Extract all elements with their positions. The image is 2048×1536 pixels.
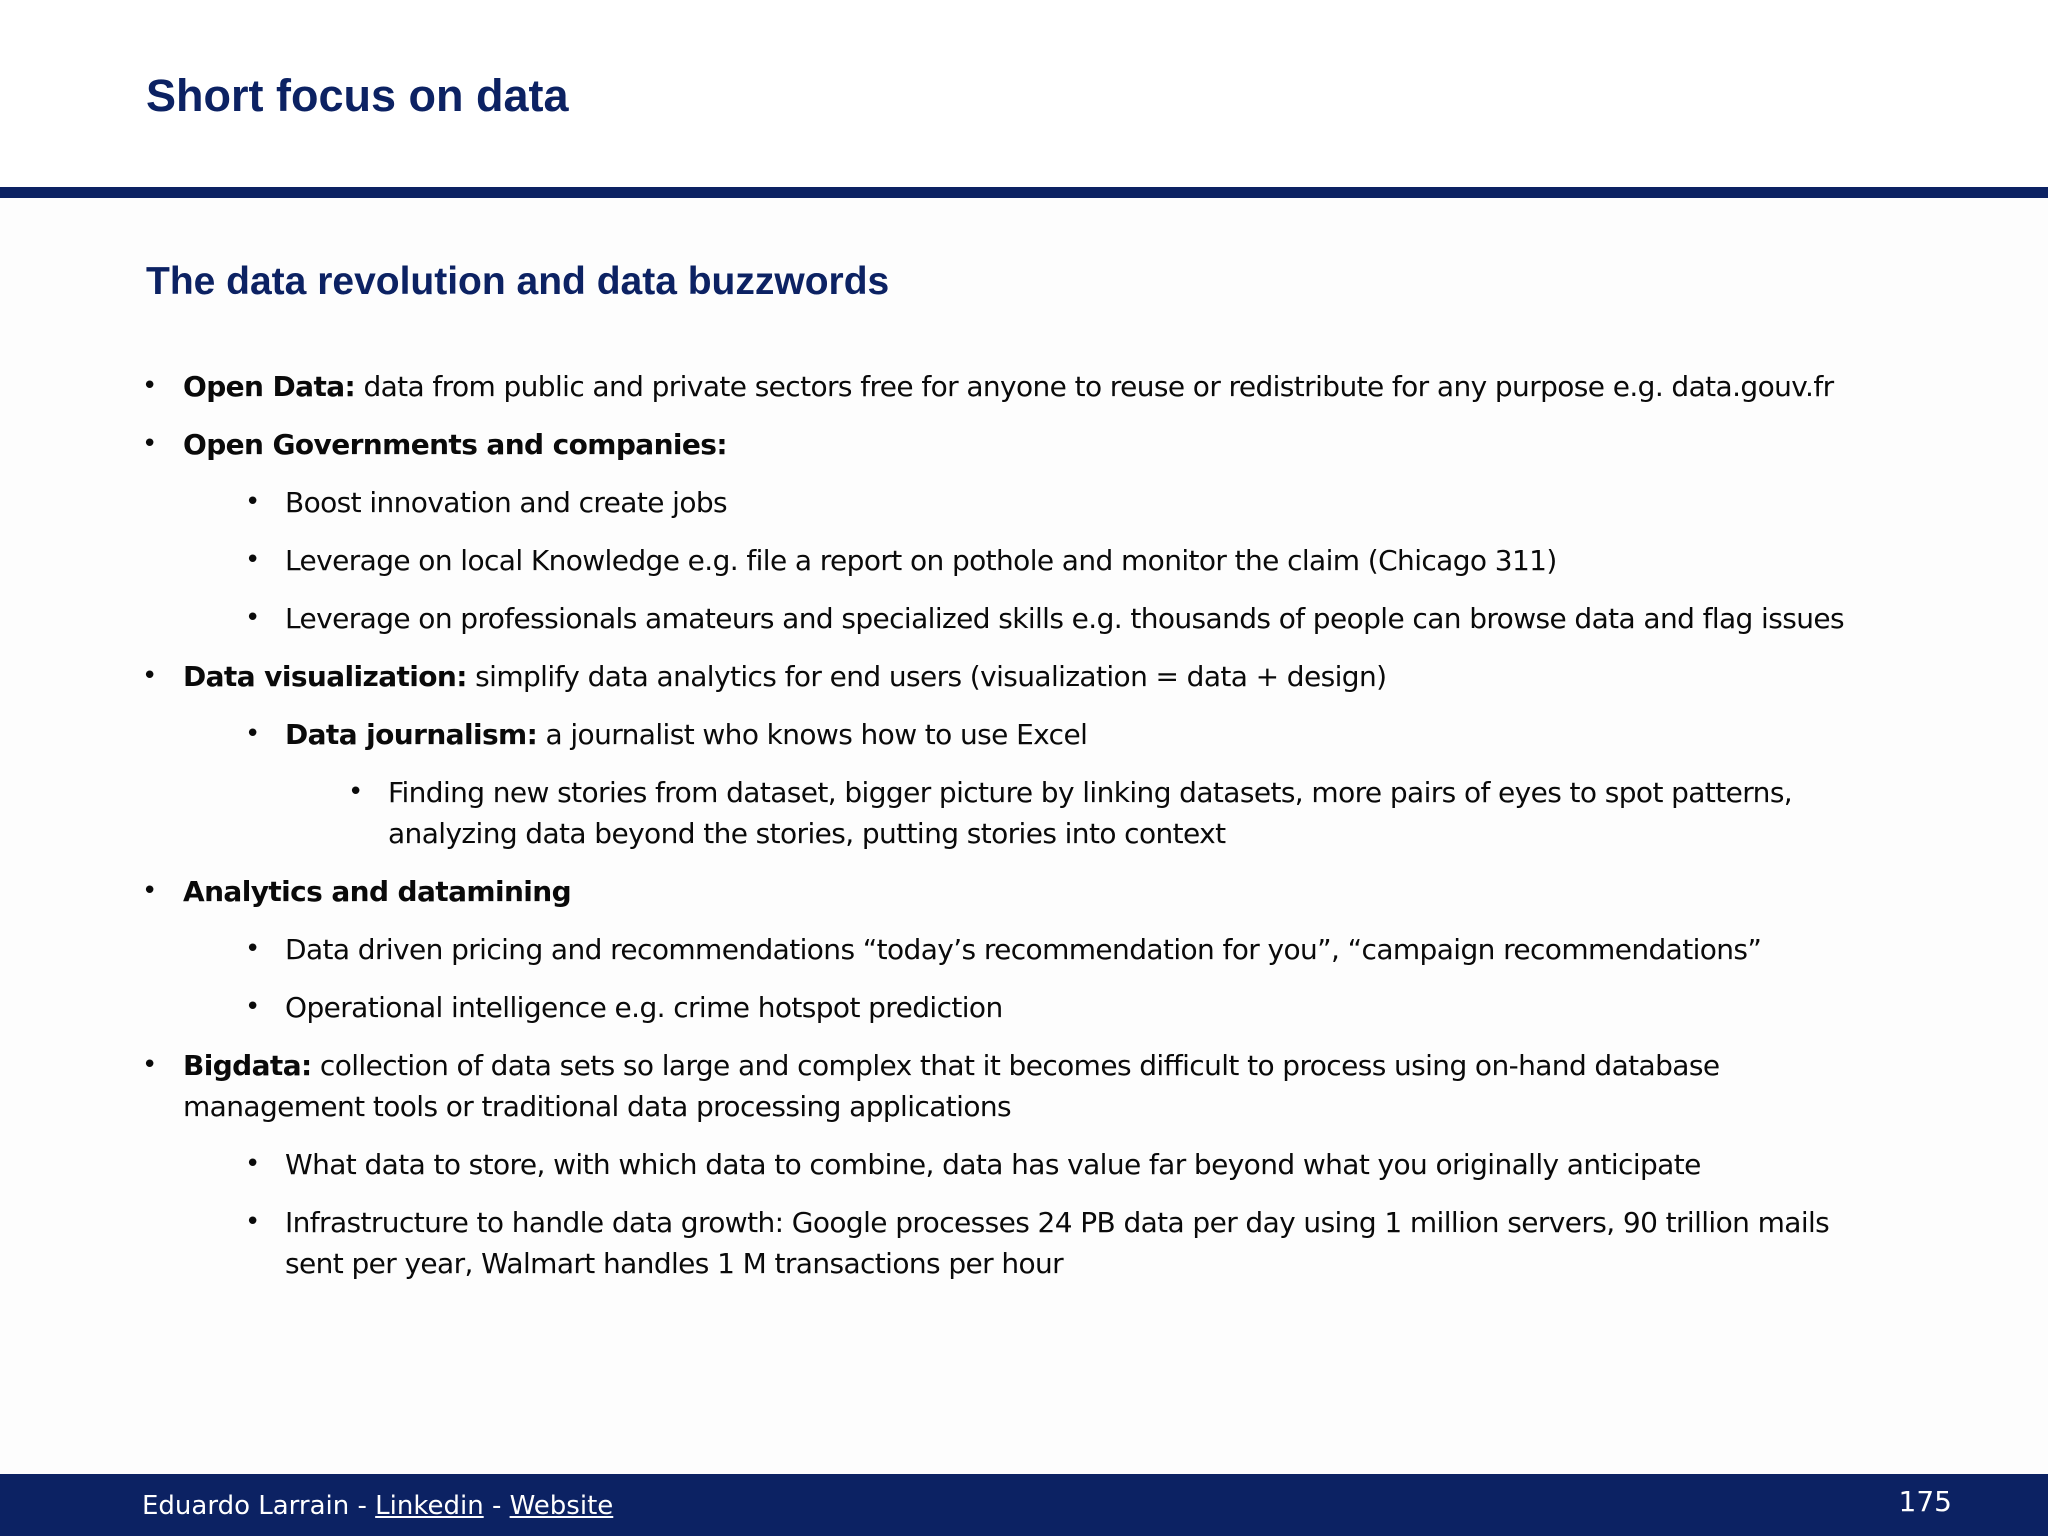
bullet-open-data bbox=[0, 366, 2048, 407]
bullet-analytics bbox=[0, 871, 2048, 912]
bullet-list bbox=[0, 366, 2048, 1301]
bullet-text: simplify data analytics for end users (visualization = data + design) bbox=[466, 660, 1387, 693]
bullet-data-visualization bbox=[0, 656, 2048, 697]
bullet-text-line bbox=[183, 1045, 2048, 1086]
bullet-label: Bigdata: bbox=[183, 1049, 312, 1082]
footer-bar bbox=[0, 1474, 2048, 1536]
bullet-text-line: Finding new stories from dataset, bigger picture by linking datasets, more pairs of eyes to spot patterns, bbox=[388, 776, 1793, 809]
sub-bullet-infrastructure bbox=[0, 1202, 2048, 1284]
linkedin-link[interactable]: Linkedin bbox=[375, 1491, 484, 1521]
footer-separator: - bbox=[349, 1491, 376, 1521]
bullet-text-line: Infrastructure to handle data growth: Google processes 24 PB data per day using 1 million servers, 90 trillion mails bbox=[285, 1206, 1830, 1239]
bullet-dot: • bbox=[245, 1149, 260, 1179]
bullet-label: Open Data: bbox=[183, 370, 356, 403]
bullet-label: Data visualization: bbox=[183, 660, 467, 693]
bullet-text-line: analyzing data beyond the stories, putting stories into context bbox=[388, 817, 1226, 850]
bullet-text: Data driven pricing and recommendations “today’s recommendation for you”, “campaign recommendations” bbox=[285, 933, 1762, 966]
sub-bullet-professionals bbox=[0, 598, 2048, 639]
bullet-bigdata bbox=[0, 1045, 2048, 1127]
sub-bullet-data-journalism bbox=[0, 714, 2048, 755]
footer-author: Eduardo Larrain bbox=[142, 1491, 350, 1521]
bullet-text: Boost innovation and create jobs bbox=[285, 486, 728, 519]
bullet-dot: • bbox=[245, 487, 260, 517]
bullet-label: Open Governments and companies: bbox=[183, 428, 727, 461]
title-divider bbox=[0, 187, 2048, 198]
bullet-open-governments bbox=[0, 424, 2048, 465]
bullet-text: a journalist who knows how to use Excel bbox=[537, 718, 1088, 751]
sub-sub-bullet-finding-stories bbox=[0, 772, 2048, 854]
sub-bullet-what-data bbox=[0, 1144, 2048, 1185]
bullet-dot: • bbox=[348, 777, 363, 807]
bullet-text: What data to store, with which data to combine, data has value far beyond what you originally anticipate bbox=[285, 1148, 1701, 1181]
bullet-dot: • bbox=[245, 603, 260, 633]
bullet-dot: • bbox=[245, 992, 260, 1022]
bullet-text: Operational intelligence e.g. crime hotspot prediction bbox=[285, 991, 1003, 1024]
website-link[interactable]: Website bbox=[509, 1491, 614, 1521]
footer-credits bbox=[142, 1488, 613, 1524]
bullet-text: data from public and private sectors free for anyone to reuse or redistribute for any purpose e.g. data.gouv.fr bbox=[355, 370, 1834, 403]
page-number: 175 bbox=[1898, 1485, 1952, 1518]
bullet-text-line: management tools or traditional data processing applications bbox=[183, 1090, 1011, 1123]
bullet-dot: • bbox=[245, 545, 260, 575]
bullet-dot: • bbox=[142, 876, 157, 906]
bullet-text: Leverage on local Knowledge e.g. file a report on pothole and monitor the claim (Chicago 311) bbox=[285, 544, 1557, 577]
slide-title: Short focus on data bbox=[146, 70, 569, 121]
sub-bullet-innovation bbox=[0, 482, 2048, 523]
bullet-text: collection of data sets so large and complex that it becomes difficult to process using on-hand database bbox=[311, 1049, 1720, 1082]
bullet-text: Leverage on professionals amateurs and specialized skills e.g. thousands of people can browse data and flag issues bbox=[285, 602, 1844, 635]
bullet-dot: • bbox=[142, 1050, 157, 1080]
sub-bullet-local-knowledge bbox=[0, 540, 2048, 581]
footer-separator: - bbox=[483, 1491, 510, 1521]
slide-subtitle: The data revolution and data buzzwords bbox=[146, 260, 890, 303]
sub-bullet-operational-intelligence bbox=[0, 987, 2048, 1028]
bullet-label: Analytics and datamining bbox=[183, 875, 572, 908]
bullet-dot: • bbox=[245, 1207, 260, 1237]
bullet-dot: • bbox=[142, 661, 157, 691]
sub-bullet-pricing bbox=[0, 929, 2048, 970]
bullet-dot: • bbox=[245, 934, 260, 964]
slide-header bbox=[0, 0, 2048, 187]
bullet-label: Data journalism: bbox=[285, 718, 538, 751]
bullet-dot: • bbox=[245, 719, 260, 749]
bullet-dot: • bbox=[142, 429, 157, 459]
bullet-text-line: sent per year, Walmart handles 1 M transactions per hour bbox=[285, 1247, 1064, 1280]
bullet-dot: • bbox=[142, 371, 157, 401]
